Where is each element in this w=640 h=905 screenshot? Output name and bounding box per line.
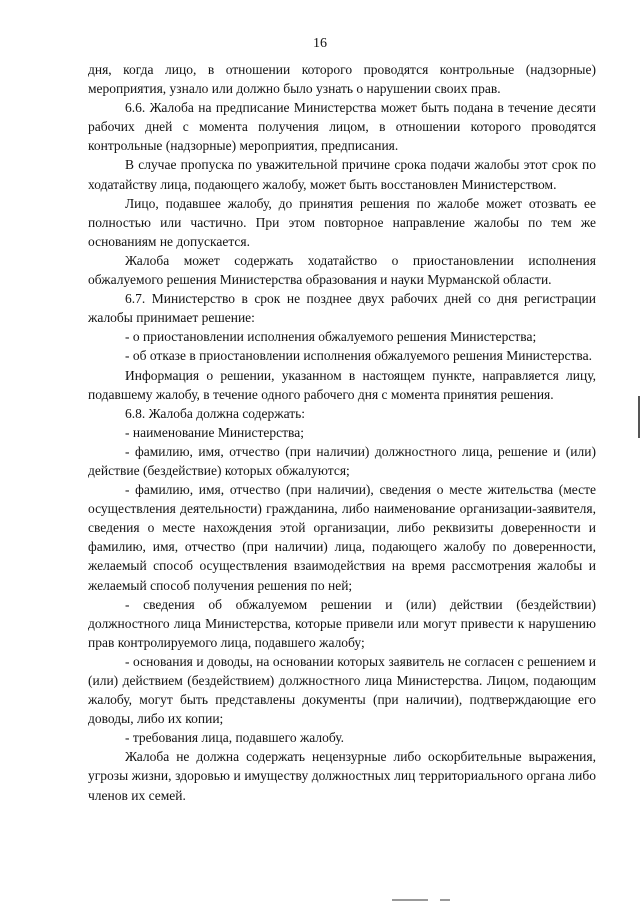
- paragraph: дня, когда лицо, в отношении которого проводятся контрольные (надзорные) мероприятия, узнало или должно было узнать о нарушении своих прав.: [88, 62, 596, 97]
- list-item: - о приостановлении исполнения обжалуемого решения Министерства;: [125, 329, 537, 345]
- paragraph: В случае пропуска по уважительной причине срока подачи жалобы этот срок по ходатайству лица, подающего жалобу, может быть восстановлен Министерством.: [88, 157, 596, 192]
- list-item: - сведения об обжалуемом решении и (или) действии (бездействии) должностного лица Министерства, которые привели или могут привести к нарушению прав контролируемого лица, подавшего жалобу;: [88, 596, 596, 650]
- list-item: - фамилию, имя, отчество (при наличии) должностного лица, решение и (или) действие (бездействие) которых обжалуются;: [88, 443, 596, 478]
- page-number: 16: [313, 36, 327, 51]
- paragraph: 6.7. Министерство в срок не позднее двух рабочих дней со дня регистрации жалобы принимает решение:: [88, 291, 596, 326]
- list-item: - наименование Министерства;: [125, 424, 304, 440]
- paragraph: Информация о решении, указанном в настоящем пункте, направляется лицу, подавшему жалобу, в течение одного рабочего дня с момента принятия решения.: [88, 367, 596, 402]
- paragraph: Лицо, подавшее жалобу, до принятия решения по жалобе может отозвать ее полностью или частично. При этом повторное направление жалобы по тем же основаниям не допускается.: [88, 195, 596, 249]
- list-item: - фамилию, имя, отчество (при наличии), сведения о месте жительства (месте осуществления деятельности) гражданина, либо наименование организации-заявителя, сведения о месте нахождения этой организации, либо реквизиты доверенности и фамилию, имя, отчество (при наличии) лица, подающего жалобу по доверенности, желаемый способ осуществления взаимодействия на время рассмотрения жалобы и желаемый способ получения решения по ней;: [88, 482, 596, 593]
- list-item: - об отказе в приостановлении исполнения обжалуемого решения Министерства.: [125, 348, 592, 364]
- paragraph: Жалоба может содержать ходатайство о приостановлении исполнения обжалуемого решения Министерства образования и науки Мурманской области.: [88, 252, 596, 288]
- list-item: - основания и доводы, на основании которых заявитель не согласен с решением и (или) действием (бездействием) должностного лица Министерства. Лицом, подающим жалобу, могут быть представлены документы (при наличии), подтверждающие его доводы, либо их копии;: [88, 653, 596, 727]
- paragraph: 6.8. Жалоба должна содержать:: [125, 405, 306, 421]
- document-body: [88, 60, 596, 805]
- paragraph: Жалоба не должна содержать нецензурные либо оскорбительные выражения, угрозы жизни, здоровью и имуществу должностных лиц территориального органа либо членов их семей.: [88, 749, 596, 803]
- paragraph: 6.6. Жалоба на предписание Министерства может быть подана в течение десяти рабочих дней с момента получения лицом, в отношении которого проводятся контрольные (надзорные) мероприятия, предписания.: [88, 100, 596, 154]
- scan-bottom-mark: [440, 899, 450, 901]
- list-item: - требования лица, подавшего жалобу.: [125, 730, 345, 746]
- scan-bottom-mark: [392, 899, 428, 901]
